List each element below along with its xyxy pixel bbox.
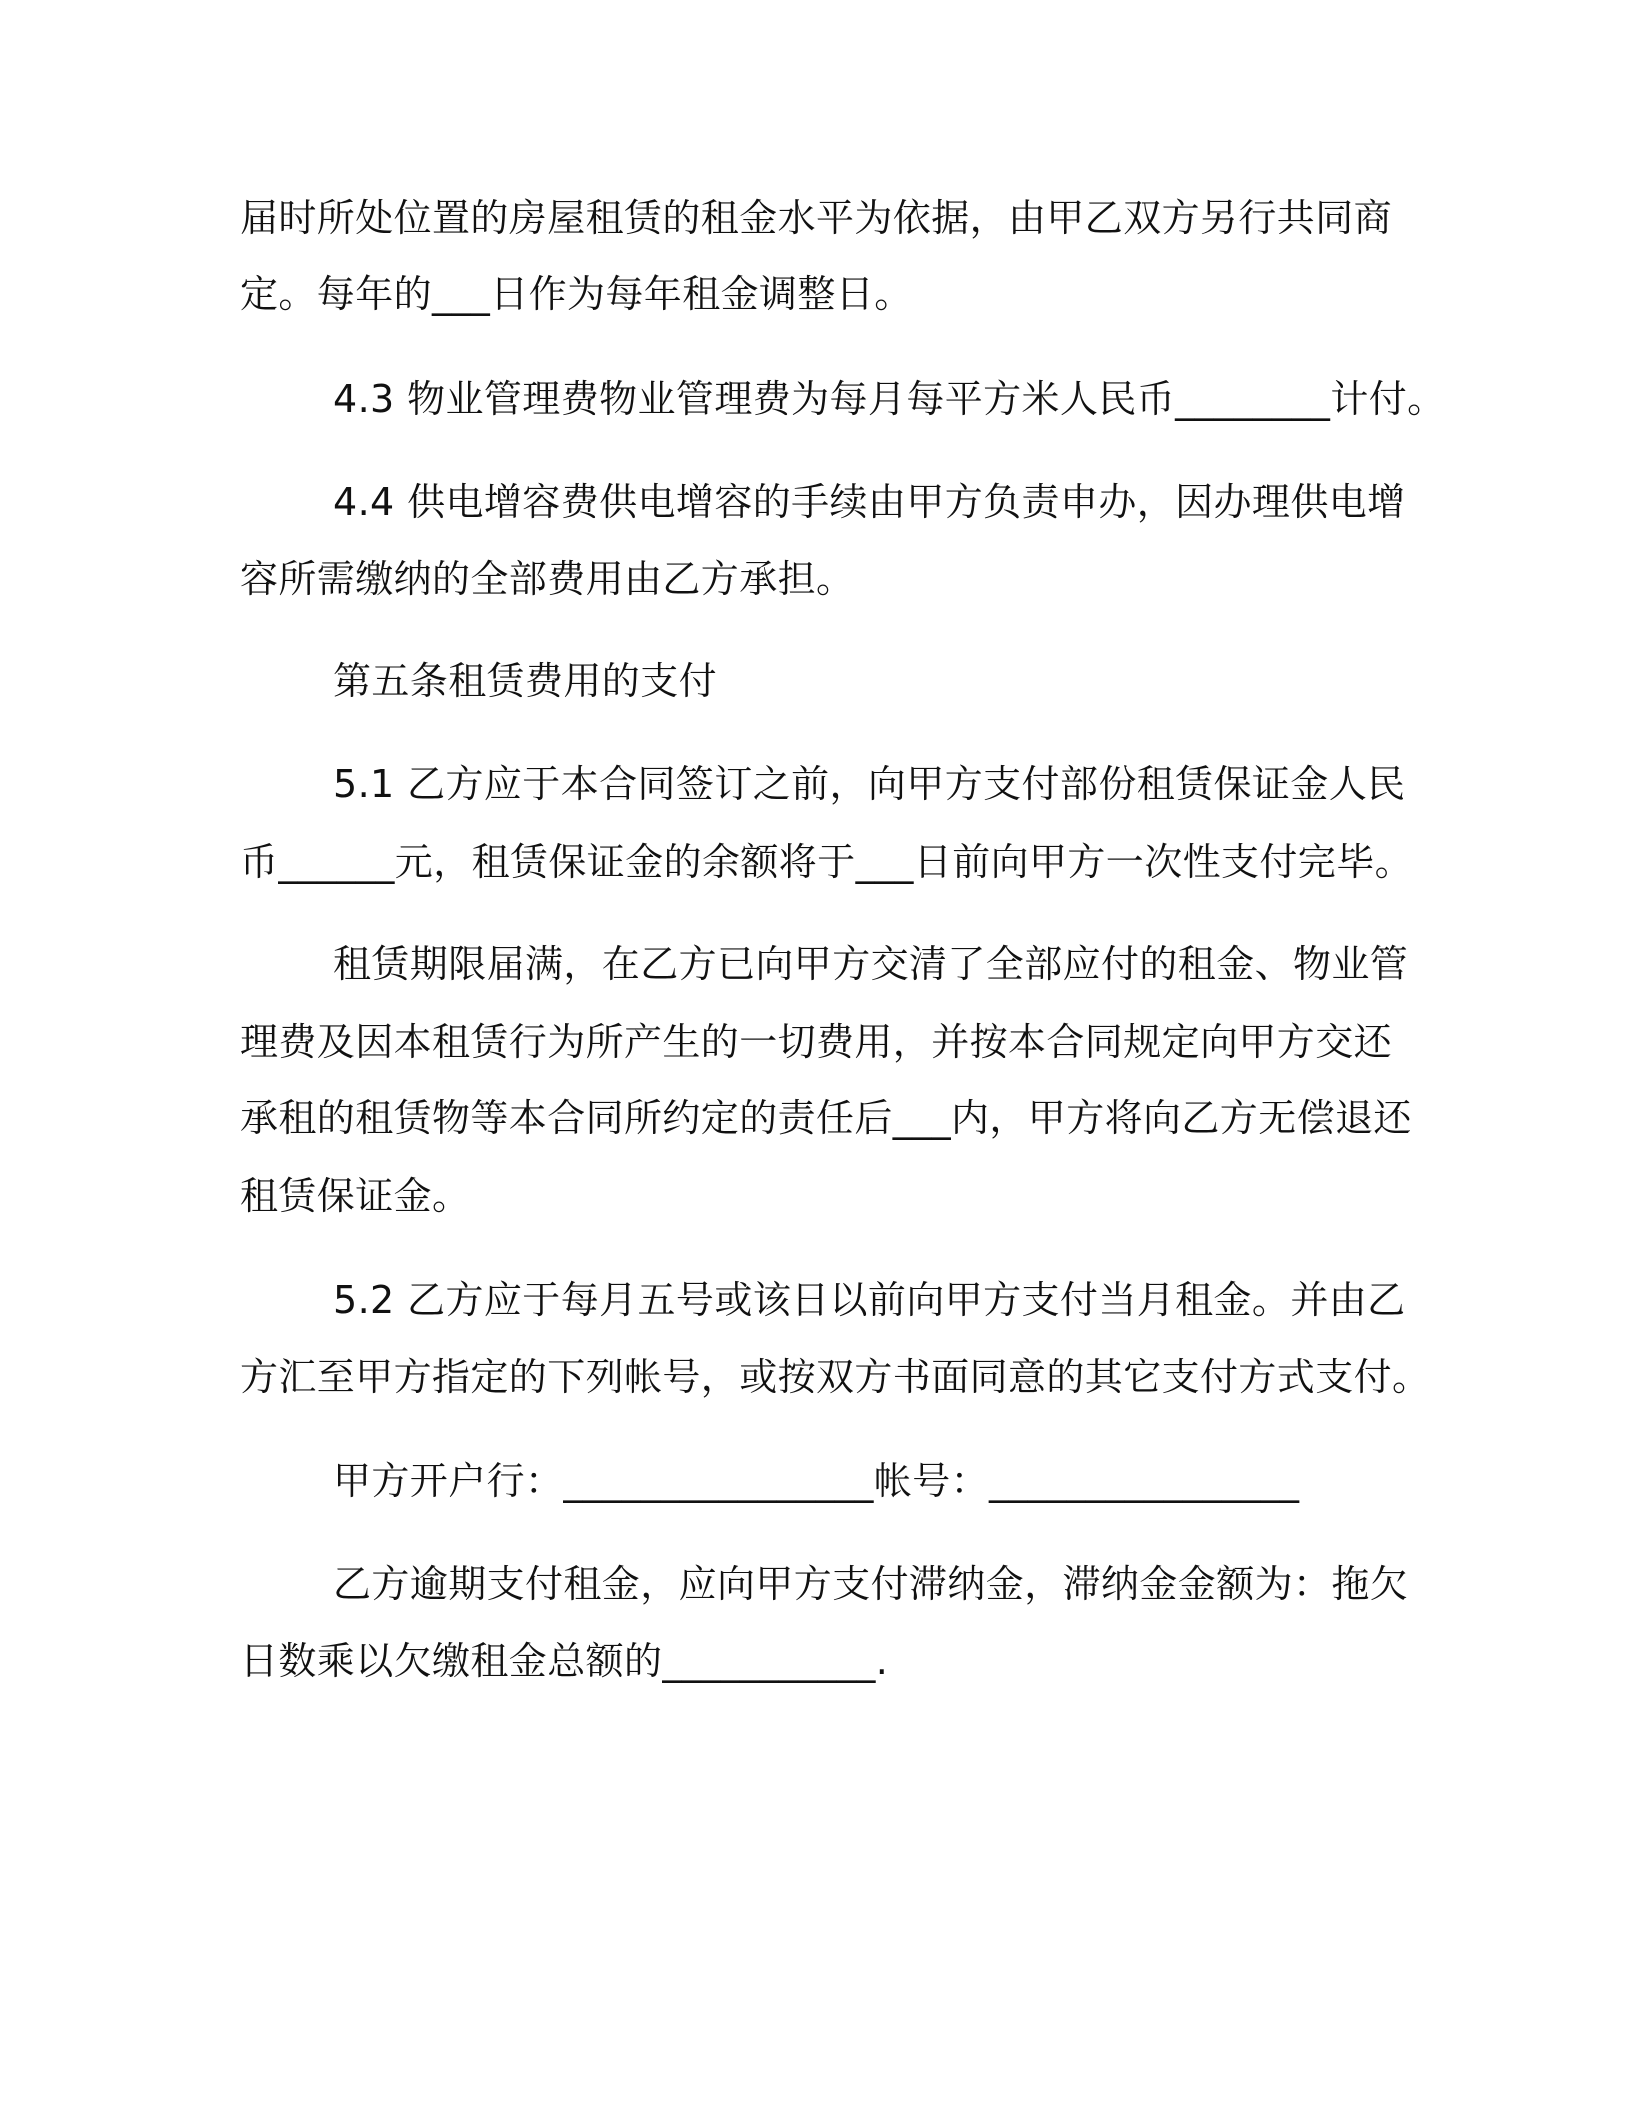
paragraph-line: 日数乘以欠缴租金总额的___________. bbox=[240, 1639, 889, 1683]
paragraph-line: 5.1 乙方应于本合同签订之前，向甲方支付部份租赁保证金人民 bbox=[333, 762, 1406, 806]
paragraph-line: 定。每年的___日作为每年租金调整日。 bbox=[240, 272, 913, 316]
paragraph-line: 5.2 乙方应于每月五号或该日以前向甲方支付当月租金。并由乙 bbox=[333, 1278, 1406, 1322]
paragraph-line: 乙方逾期支付租金，应向甲方支付滞纳金，滞纳金金额为：拖欠 bbox=[333, 1562, 1409, 1606]
paragraph-line: 4.4 供电增容费供电增容的手续由甲方负责申办，因办理供电增 bbox=[333, 480, 1406, 524]
paragraph-line: 理费及因本租赁行为所产生的一切费用，并按本合同规定向甲方交还 bbox=[240, 1020, 1393, 1064]
bank-account-line: 甲方开户行：________________帐号：________________ bbox=[333, 1459, 1300, 1503]
paragraph-line: 届时所处位置的房屋租赁的租金水平为依据，由甲乙双方另行共同商 bbox=[240, 196, 1393, 240]
paragraph-line: 方汇至甲方指定的下列帐号，或按双方书面同意的其它支付方式支付。 bbox=[240, 1355, 1431, 1399]
paragraph-line: 4.3 物业管理费物业管理费为每月每平方米人民币________计付。 bbox=[333, 377, 1446, 421]
paragraph-line: 容所需缴纳的全部费用由乙方承担。 bbox=[240, 557, 855, 601]
paragraph-line: 租赁期限届满，在乙方已向甲方交清了全部应付的租金、物业管 bbox=[333, 942, 1409, 986]
paragraph-line: 承租的租赁物等本合同所约定的责任后___内，甲方将向乙方无偿退还 bbox=[240, 1096, 1412, 1140]
paragraph-line: 币______元，租赁保证金的余额将于___日前向甲方一次性支付完毕。 bbox=[240, 840, 1414, 884]
paragraph-line: 租赁保证金。 bbox=[240, 1174, 471, 1218]
section-heading: 第五条租赁费用的支付 bbox=[333, 659, 718, 703]
